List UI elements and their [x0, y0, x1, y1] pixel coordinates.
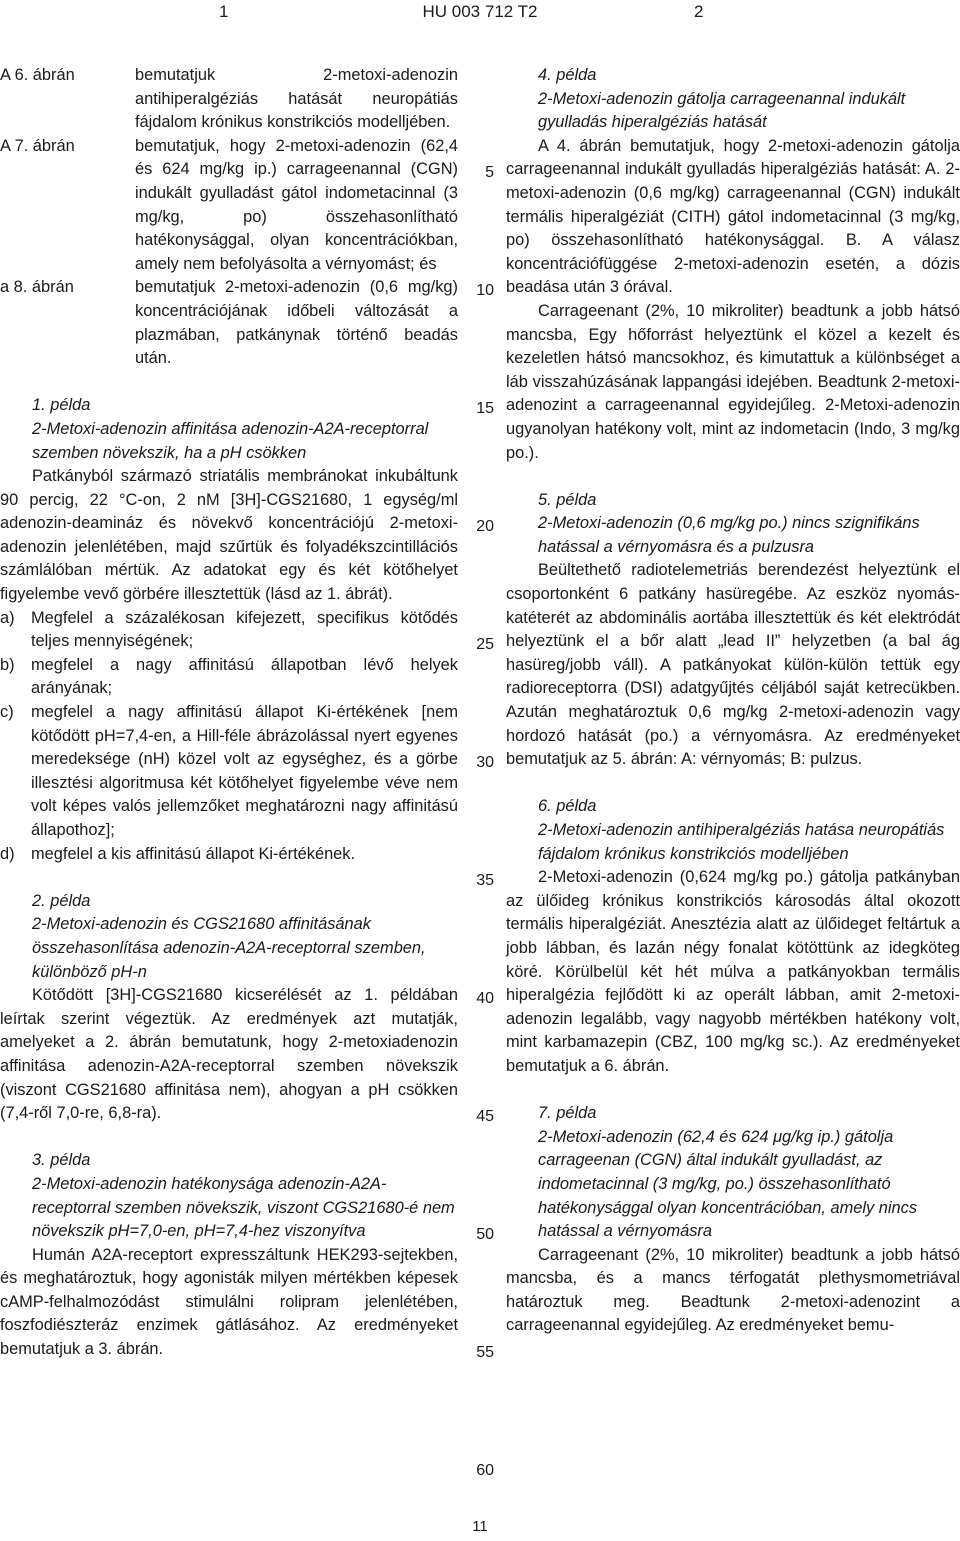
list-letter: c): [0, 703, 14, 722]
page-number-left: 1: [219, 2, 229, 21]
line-number: 25: [476, 636, 494, 653]
figure-text: bemutatjuk 2-metoxi-adenozin antihiperalgéziás hatását neuropátiás fájdalom krónikus konstrikciós modelljében.: [135, 66, 458, 132]
example-body: Patkányból származó striatális membránokat inkubáltunk 90 percig, 22 °C-on, 2 nM [3H]-CGS21680, 1 egység/ml adenozin-deamináz és növekvő koncentrációjú 2-metoxi-adenozin jelenlétében, majd szűrtük és folyadékszcintillációs számlálóban mértük. Az adatokat egy és két kötőhelyet figyelembe vevő görbére illesztettük (lásd az 1. ábrát).: [0, 467, 458, 604]
figure-text: bemutatjuk, hogy 2-metoxi-adenozin (62,4 és 624 mg/kg ip.) carrageenannal (CGN) indukált gyulladást gátol indometacinnal (3 mg/kg, po) összehasonlítható hatékonysággal, olyan koncentrációkban, amely nem befolyásolta a vérnyomást; és: [135, 136, 458, 273]
list-text: megfelel a kis affinitású állapot Ki-értékének.: [31, 844, 356, 863]
line-number: 55: [476, 1344, 494, 1361]
line-number: 5: [485, 164, 494, 181]
example-body: Carrageenant (2%, 10 mikroliter) beadtunk a jobb hátsó mancsba, Egy hőforrást helyeztünk el közel a kezelt és kezeletlen hátsó mancsokhoz, és kimutattuk a különbséget a láb visszahúzásának lappangási idejében. Beadtunk 2-metoxi-adenozint a carrageenannal egyidejűleg. 2-Metoxi-adenozin ugyanolyan hatékony volt, mint az indometacin (Indo, 3 mg/kg po.).: [506, 301, 960, 462]
line-number: 15: [476, 400, 494, 417]
figure-description: [0, 276, 458, 370]
line-number: 20: [476, 518, 494, 535]
list-item: [0, 843, 458, 867]
example-title: 2-Metoxi-adenozin affinitása adenozin-A2A-receptorral szemben növekszik, ha a pH csökken: [32, 419, 429, 462]
line-number: 30: [476, 754, 494, 771]
right-column: [506, 64, 960, 1338]
page-header: [0, 0, 960, 40]
example-title: 2-Metoxi-adenozin hatékonysága adenozin-A2A-receptorral szemben növekszik, viszont CGS21680-é nem növekszik pH=7,0-en, pH=7,4-hez viszonyítva: [32, 1174, 455, 1241]
list-text: Megfelel a százalékosan kifejezett, specifikus kötődés teljes mennyiségének;: [31, 608, 458, 651]
line-number: 10: [476, 282, 494, 299]
example-number: 2. példa: [32, 891, 91, 910]
left-column: [0, 64, 458, 1362]
figure-description: [0, 135, 458, 277]
page-footer-number: 11: [472, 1518, 488, 1535]
document-number: HU 003 712 T2: [422, 2, 538, 21]
figure-label: a 8. ábrán: [0, 278, 74, 297]
example-body: 2-Metoxi-adenozin (0,624 mg/kg po.) gátolja patkányban az ülőideg krónikus konstrikciós károsodás által okozott termális hiperalgéziát. Anesztézia alatt az ülőideget feltártuk a jobb lábban, és lazán négy fonalat kötöttünk az idegköteg köré. Körülbelül két hét múlva a patkányokban termális hiperalgézia fejlődött ki az operált lábban, amit 2-metoxi-adenozin legalább, vagy nagyobb mértékben hatékony volt, mint karbamazepin (CBZ, 100 mg/kg sc.). Az eredményeket bemutatjuk a 6. ábrán.: [506, 868, 960, 1075]
line-number: 60: [476, 1462, 494, 1479]
example-title: 2-Metoxi-adenozin és CGS21680 affinitásának összehasonlítása adenozin-A2A-receptorral szemben, különböző pH-n: [32, 915, 426, 981]
line-number: 50: [476, 1226, 494, 1243]
example-number: 1. példa: [32, 396, 91, 415]
example-number: 5. példa: [538, 490, 597, 509]
list-letter: d): [0, 844, 15, 863]
list-text: megfelel a nagy affinitású állapot Ki-értékének [nem kötődött pH=7,4-en, a Hill-féle ábrázolással nyert egyenes meredeksége (nH) közel volt az egységhez, és a görbe illesztési algoritmusa két kötőhelyet figyelembe véve nem volt képes valós jellemzőket meghatározni nagy affinitású állapothoz];: [31, 703, 458, 839]
figure-label: A 6. ábrán: [0, 66, 75, 84]
example-body: A 4. ábrán bemutatjuk, hogy 2-metoxi-adenozin gátolja carrageenannal indukált gyulladás hiperalgéziás hatását: A. 2-metoxi-adenozin (0,6 mg/kg) carrageenannal (CGN) indukált termális hiperalgéziát (CITH) gátol indometacinnal (3 mg/kg, po) összehasonlítható hatékonysággal. B. A válasz koncentrációfüggése 2-metoxi-adenozin esetén, a dózis beadása után 3 órával.: [506, 136, 960, 297]
list-item: [0, 701, 458, 843]
example-number: 3. példa: [32, 1151, 91, 1170]
figure-text: bemutatjuk 2-metoxi-adenozin (0,6 mg/kg) koncentrációjának időbeli változását a plazmában, patkánynak történő beadás után.: [135, 278, 458, 368]
list-item: [0, 607, 458, 654]
example-number: 4. példa: [538, 66, 597, 84]
example-body: Beültethető radiotelemetriás berendezést helyeztünk el csoportonként 6 patkány hasüregébe. Az eszköz nyomás-katéterét az abdominális aortába illesztettük és két elektródát helyeztünk el a bőr alatt „lead II” helyzetben (a bal ág hasüreg/jobb váll). A patkányokat külön-külön tettük egy radioreceptorra (DSI) adatgyűjtés céljából saját ketrecükben. Azután meghatároztuk 0,6 mg/kg 2-metoxi-adenozin vagy hordozó hatását (po.) a vérnyomásra. Az eredményeket bemutatjuk az 5. ábrán: A: vérnyomás; B: pulzus.: [506, 561, 960, 769]
example-number: 7. példa: [538, 1104, 597, 1123]
line-number: 40: [476, 990, 494, 1007]
list-letter: b): [0, 655, 15, 674]
example-title: 2-Metoxi-adenozin antihiperalgéziás hatása neuropátiás fájdalom krónikus konstrikciós modelljében: [538, 821, 945, 863]
example-body: Humán A2A-receptort expresszáltunk HEK293-sejtekben, és meghatároztuk, hogy agonisták milyen mértékben képesek cAMP-felhalmozódást stimulálni rolipram jelenlétében, foszfodiészteráz enzimek gátlásához. Az eredményeket bemutatjuk a 3. ábrán.: [0, 1245, 458, 1359]
figure-label: A 7. ábrán: [0, 136, 75, 155]
list-item: [0, 654, 458, 701]
example-title: 2-Metoxi-adenozin (0,6 mg/kg po.) nincs szignifikáns hatással a vérnyomásra és a pulzusra: [538, 514, 920, 556]
example-title: 2-Metoxi-adenozin gátolja carrageenannal indukált gyulladás hiperalgéziás hatását: [538, 89, 906, 132]
line-number: 45: [476, 1108, 494, 1125]
figure-description: [0, 64, 458, 135]
example-body: Kötődött [3H]-CGS21680 kicserélését az 1. példában leírtak szerint végeztük. Az eredmények azt mutatják, amelyeket a 2. ábrán bemutatunk, hogy 2-metoxiadenozin affinitása adenozin-A2A-receptorral szemben növekszik (viszont CGS21680 affinitása nem), ahogyan a pH csökken (7,4-ről 7,0-re, 6,8-ra).: [0, 986, 458, 1123]
example-number: 6. példa: [538, 797, 597, 816]
line-number: 35: [476, 872, 494, 889]
page-number-right: 2: [694, 2, 704, 21]
list-letter: a): [0, 608, 15, 627]
example-title: 2-Metoxi-adenozin (62,4 és 624 μg/kg ip.) gátolja carrageenan (CGN) által indukált gyulladást, az indometacinnal (3 mg/kg, po.) összehasonlítható hatékonysággal olyan koncentrációban, amely nincs hatással a vérnyomásra: [538, 1127, 918, 1241]
example-body: Carrageenant (2%, 10 mikroliter) beadtunk a jobb hátsó mancsba, és a mancs térfogatát plethysmometriával határoztuk meg. Beadtunk 2-metoxi-adenozint a carrageenannal egyidejűleg. Az eredményeket bemu-: [506, 1245, 960, 1335]
list-text: megfelel a nagy affinitású állapotban lévő helyek arányának;: [31, 655, 458, 698]
